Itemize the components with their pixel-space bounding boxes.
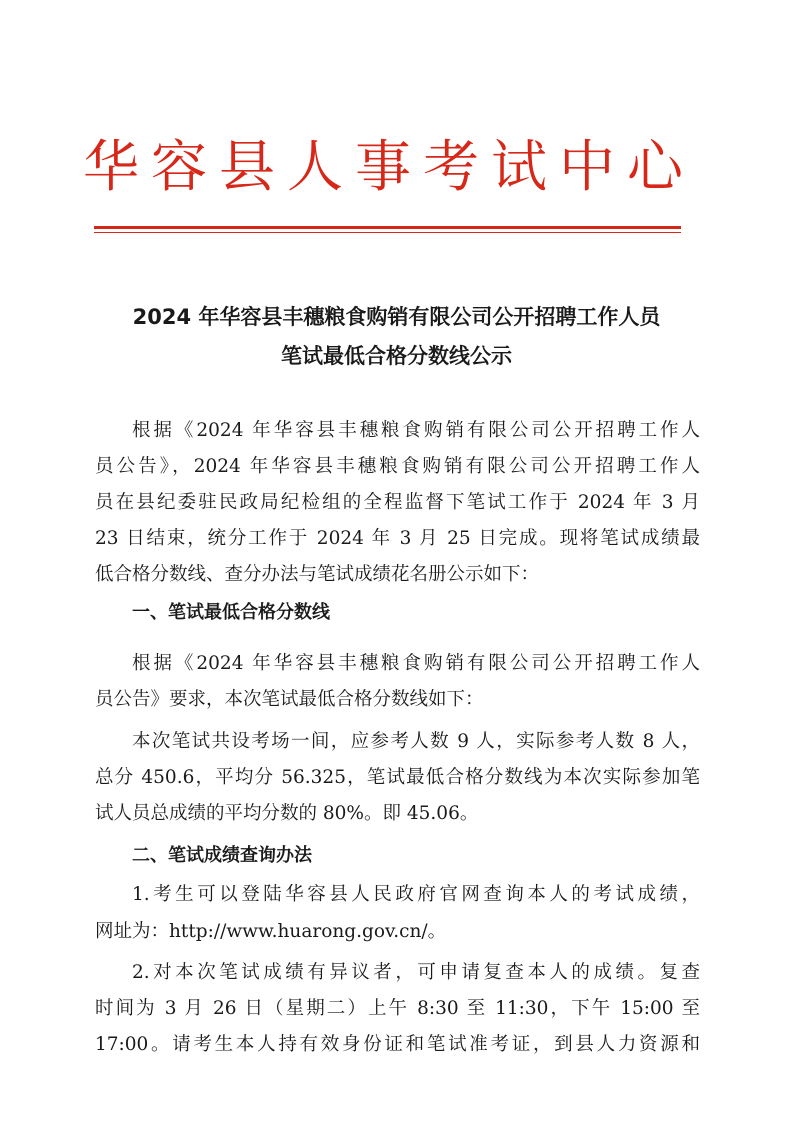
text-line: 2.对本次笔试成绩有异议者，可申请复查本人的成绩。复查 — [132, 962, 700, 983]
text-line: 员在县纪委驻民政局纪检组的全程监督下笔试工作于 2024 年 3 月 — [95, 492, 700, 513]
org-name-letterhead: 华容县人事考试中心 — [83, 135, 695, 200]
text-line: 低合格分数线、查分办法与笔试成绩花名册公示如下： — [95, 564, 540, 585]
document-title-line-1: 2024 年华容县丰穗粮食购销有限公司公开招聘工作人员 — [132, 305, 661, 329]
section-heading-2: 二、笔试成绩查询办法 — [132, 845, 312, 866]
letterhead-rule-thick — [94, 226, 681, 229]
text-line: 时间为 3 月 26 日（星期二）上午 8:30 至 11:30，下午 15:00 至 — [95, 998, 700, 1019]
text-line: 员公告》，2024 年华容县丰穗粮食购销有限公司公开招聘工作人 — [95, 456, 700, 477]
text-line: 员公告》要求，本次笔试最低合格分数线如下： — [95, 689, 484, 710]
text-line: 本次笔试共设考场一间，应参考人数 9 人，实际参考人数 8 人， — [132, 731, 700, 752]
letterhead-rule-thin — [94, 232, 681, 233]
text-line: 1.考生可以登陆华容县人民政府官网查询本人的考试成绩， — [132, 884, 700, 905]
document-title-line-2: 笔试最低合格分数线公示 — [281, 344, 512, 368]
section-heading-1: 一、笔试最低合格分数线 — [132, 602, 330, 623]
text-line: 根据《2024 年华容县丰穗粮食购销有限公司公开招聘工作人 — [132, 420, 700, 441]
text-line: 根据《2024 年华容县丰穗粮食购销有限公司公开招聘工作人 — [132, 653, 700, 674]
text-line: 试人员总成绩的平均分数的 80%。即 45.06。 — [95, 803, 479, 824]
text-line: 网址为：http://www.huarong.gov.cn/。 — [95, 921, 447, 942]
text-line: 总分 450.6，平均分 56.325，笔试最低合格分数线为本次实际参加笔 — [95, 767, 700, 788]
text-line: 17:00。请考生本人持有效身份证和笔试准考证，到县人力资源和 — [95, 1034, 700, 1055]
text-line: 23 日结束，统分工作于 2024 年 3 月 25 日完成。现将笔试成绩最 — [95, 528, 700, 549]
